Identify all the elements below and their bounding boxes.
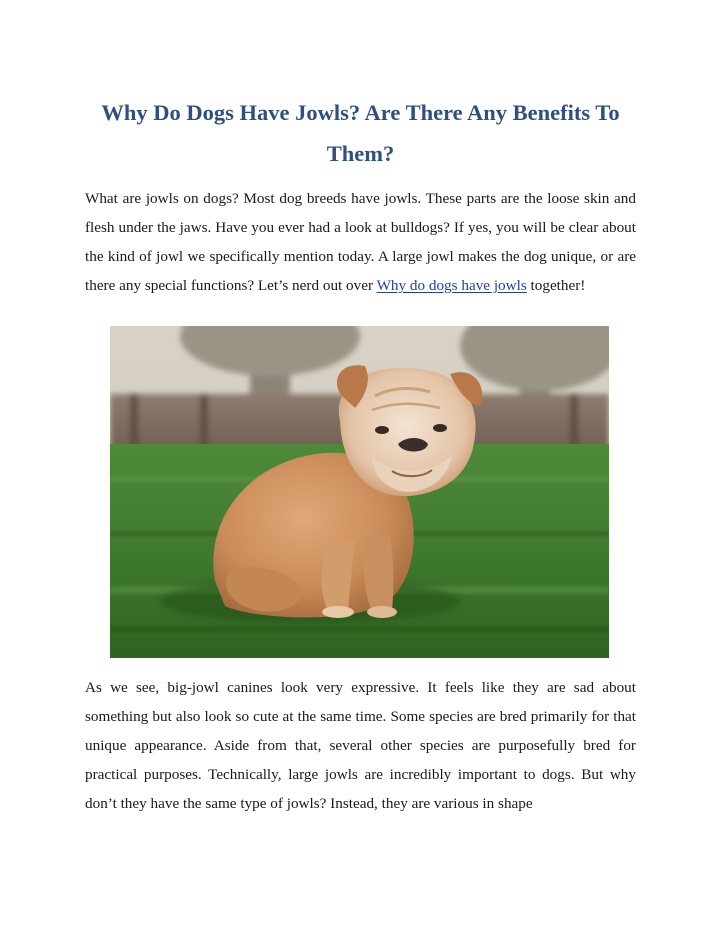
- body-paragraph: As we see, big-jowl canines look very expressive. It feels like they are sad about something but also look so cute at the same time. Some species are bred primarily for that unique appearance. Aside from that, several other species are purposefully bred for practical purposes. Technically, large jowls are incredibly important to dogs. But why don’t they have the same type of jowls? Instead, they are various in shape: [85, 679, 636, 812]
- article-title: Why Do Dogs Have Jowls? Are There Any Benefits To Them?: [101, 100, 620, 166]
- intro-text: What are jowls on dogs? Most dog breeds have jowls. These parts are the loose skin and flesh under the jaws. Have you ever had a look at bulldogs? If yes, you will be clear about the kind of jowl we specifically mention today. A large jowl makes the dog unique, or are there any special functions? Let’s nerd out over: [85, 190, 636, 294]
- why-do-dogs-have-jowls-link[interactable]: Why do dogs have jowls: [376, 277, 527, 294]
- bulldog-photo: [110, 326, 609, 658]
- intro-paragraph: [85, 184, 636, 300]
- intro-text-end: together!: [526, 277, 586, 294]
- document-page: [85, 92, 636, 818]
